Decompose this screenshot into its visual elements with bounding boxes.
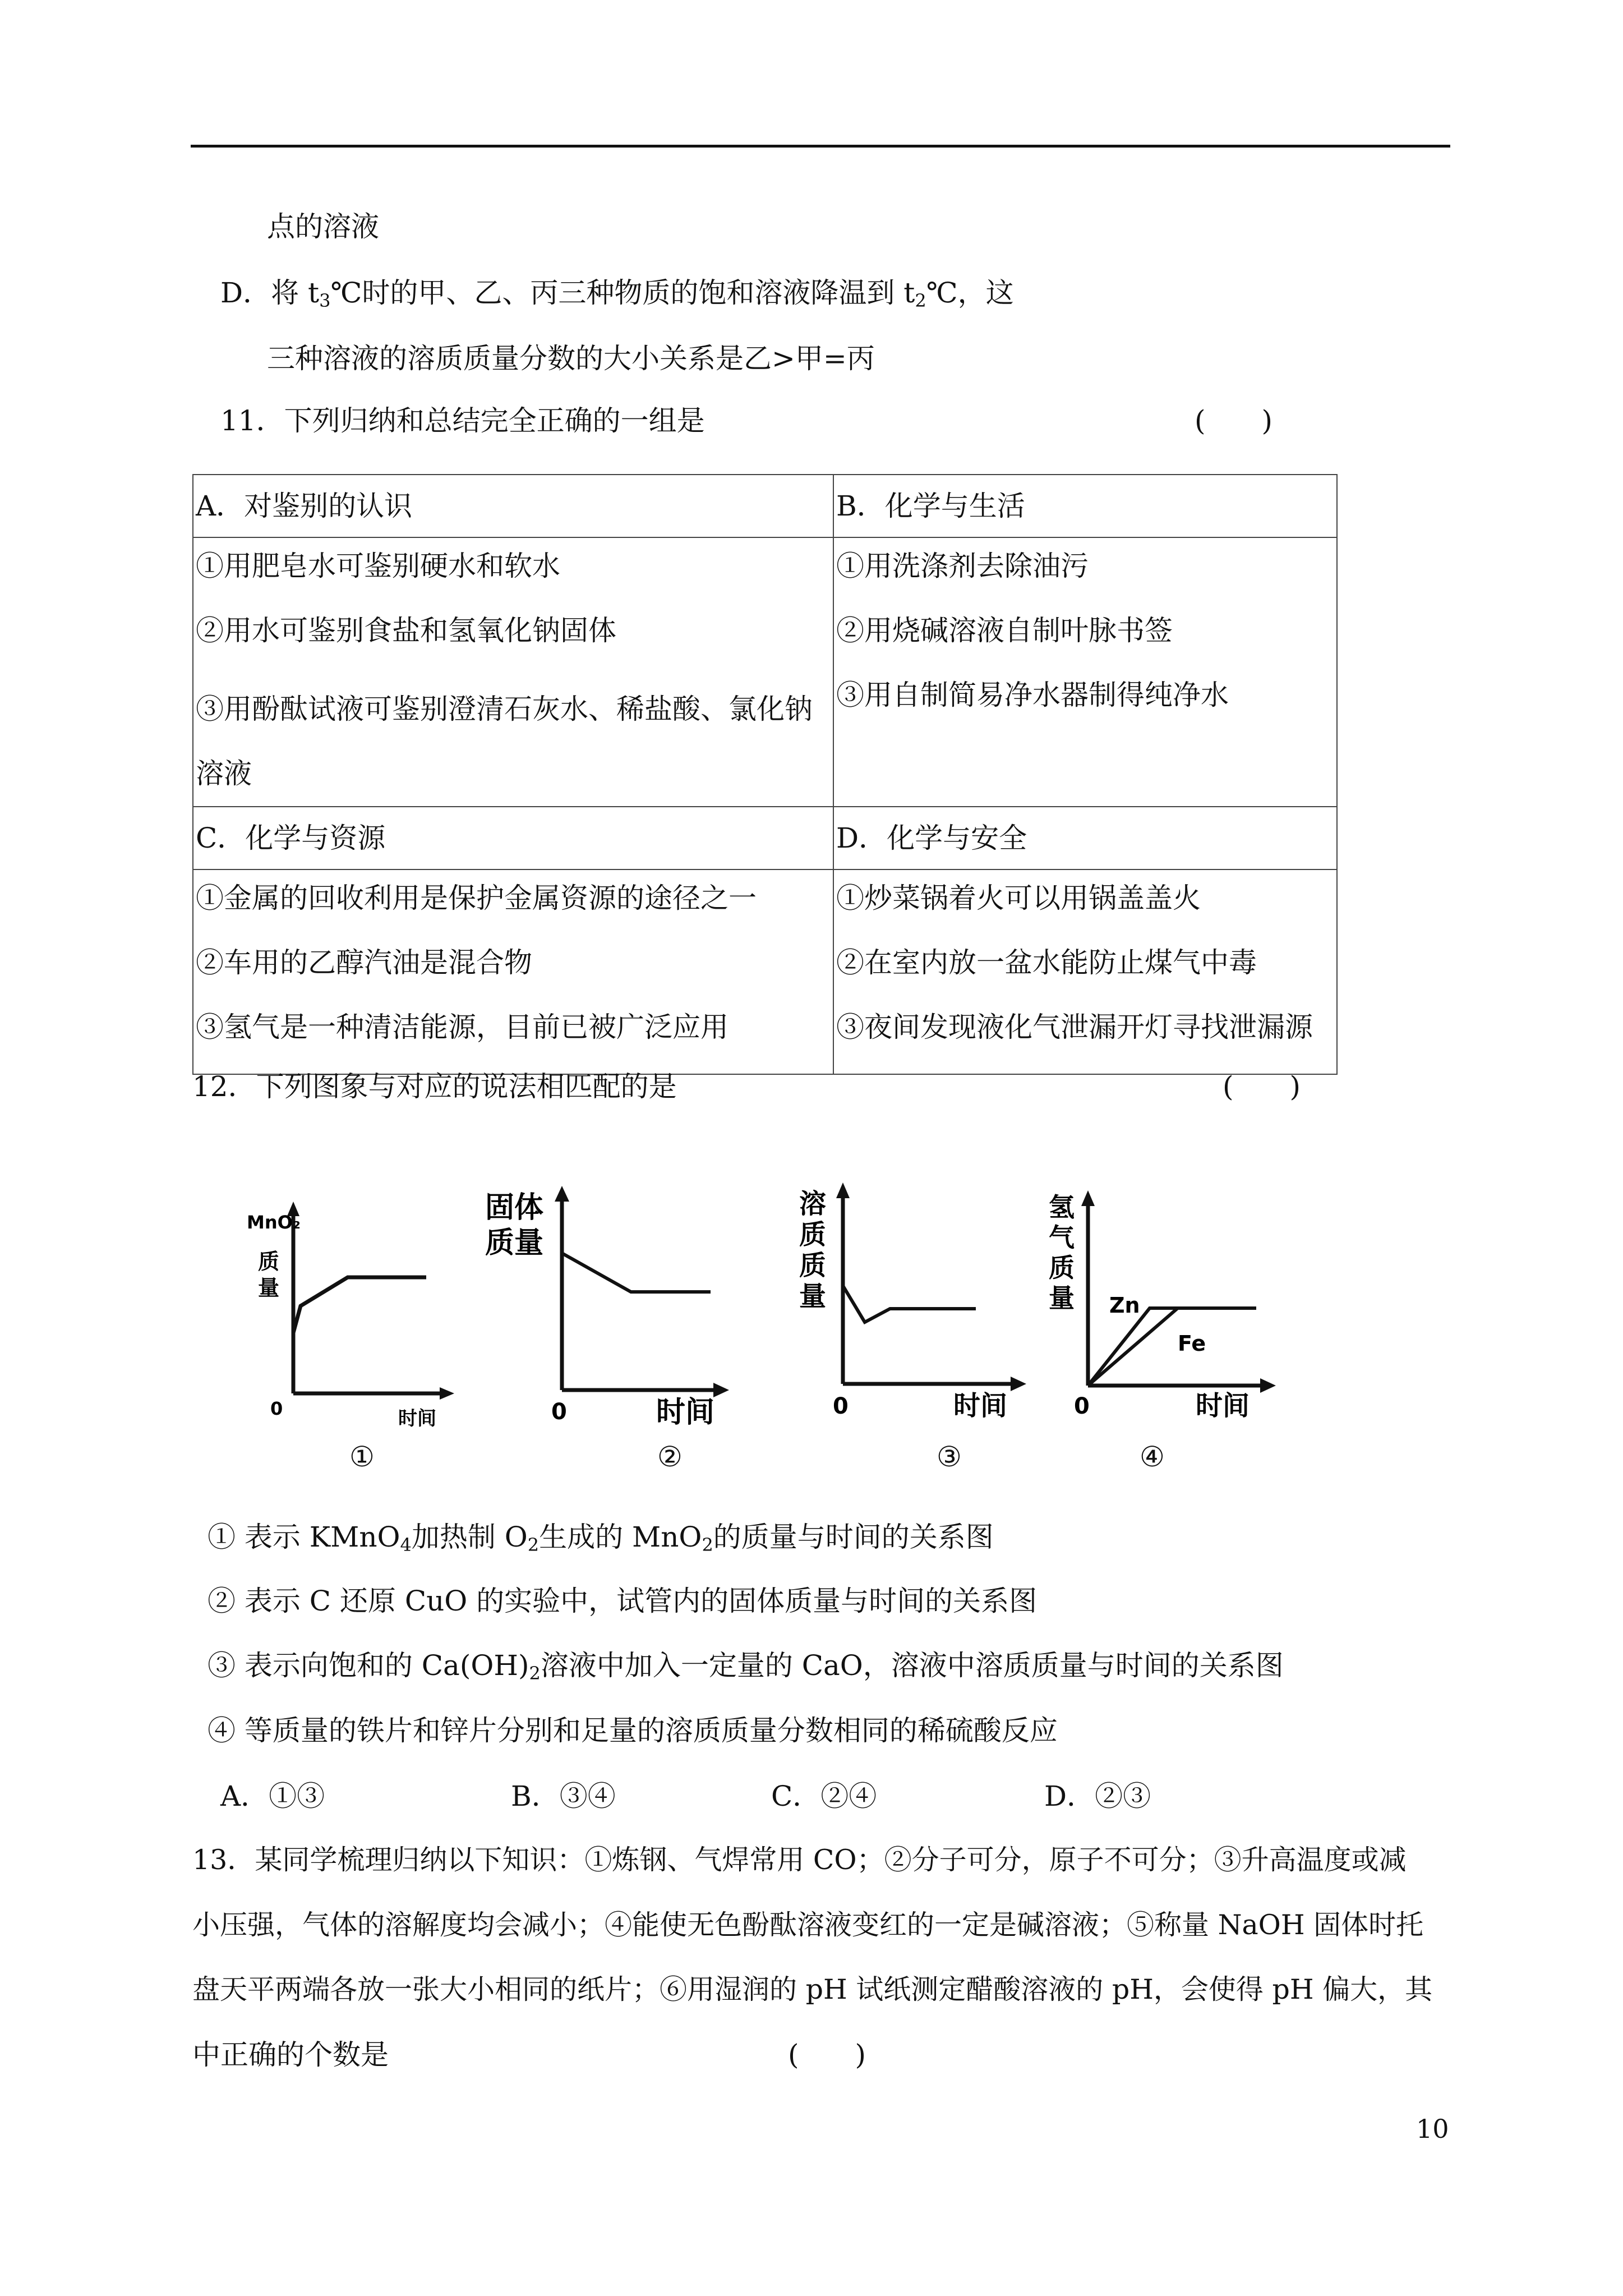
graph-2-origin: 0 — [551, 1399, 567, 1425]
graph-3-ylabel-3: 质 — [799, 1250, 827, 1281]
graph-4-series-zn: Zn — [1109, 1293, 1140, 1318]
graph-4-series-fe: Fe — [1178, 1331, 1206, 1356]
cell-c-item-2: ②车用的乙醇汽油是混合物 — [196, 946, 532, 979]
graph-1 — [236, 1172, 460, 1430]
q12-statement-4: ④ 等质量的铁片和锌片分别和足量的溶质质量分数相同的稀硫酸反应 — [208, 1714, 1058, 1747]
graph-2-xlabel: 时间 — [656, 1396, 715, 1429]
q11-stem: 11．下列归纳和总结完全正确的一组是 — [220, 404, 705, 437]
option-d-line2: 三种溶液的溶质质量分数的大小关系是乙>甲=丙 — [267, 342, 875, 375]
graph-3-ylabel-2: 质 — [799, 1219, 827, 1250]
q12-option-c: C．②④ — [771, 1780, 877, 1812]
graph-2 — [479, 1172, 737, 1430]
cell-d-item-3: ③夜间发现液化气泄漏开灯寻找泄漏源 — [836, 1011, 1313, 1043]
graph-4-ylabel-1: 氢 — [1049, 1192, 1075, 1222]
graph-3-ylabel-4: 量 — [799, 1281, 827, 1312]
cell-b-body — [833, 537, 1337, 807]
q12-option-b: B．③④ — [511, 1780, 616, 1812]
graph-3-number: ③ — [937, 1441, 962, 1473]
graph-2-number: ② — [657, 1441, 683, 1473]
q13-line-1: 13．某同学梳理归纳以下知识：①炼钢、气焊常用 CO；②分子可分，原子不可分；③升高温度或减 — [192, 1844, 1407, 1876]
graph-4-number: ④ — [1140, 1441, 1165, 1473]
graph-2-ylabel-1: 固体 — [485, 1191, 544, 1225]
graph-1-ylabel-top: MnO₂ — [247, 1212, 301, 1233]
q11-answer-paren: ( ) — [1195, 404, 1273, 437]
graph-4-origin: 0 — [1074, 1393, 1090, 1419]
q12-option-a: A．①③ — [220, 1780, 325, 1812]
header-rule — [191, 145, 1450, 148]
cell-c-item-1: ①金属的回收利用是保护金属资源的途径之一 — [196, 882, 757, 914]
graph-4-xlabel: 时间 — [1196, 1390, 1250, 1421]
q13-line-4: 中正确的个数是 — [192, 2039, 389, 2071]
graph-4-ylabel-4: 量 — [1049, 1283, 1075, 1313]
graph-2-ylabel-2: 质量 — [485, 1226, 544, 1260]
cell-b-item-2: ②用烧碱溶液自制叶脉书签 — [836, 614, 1173, 647]
cell-c-item-3: ③氢气是一种清洁能源，目前已被广泛应用 — [196, 1011, 728, 1043]
graph-1-ylabel-2: 量 — [258, 1276, 280, 1300]
cell-a-body — [193, 537, 833, 807]
q12-option-d: D．②③ — [1044, 1780, 1151, 1812]
cell-b-title: B．化学与生活 — [833, 475, 1337, 537]
graph-3-xlabel: 时间 — [953, 1390, 1008, 1421]
q12-statement-1: ① 表示 KMnO$_4$加热制 $O_2$生成的 MnO$_2$的质量与时间的关系图 — [208, 1521, 994, 1556]
cell-d-body — [833, 869, 1337, 1074]
q13-line-3: 盘天平两端各放一张大小相同的纸片；⑥用湿润的 pH 试纸测定醋酸溶液的 pH，会使得 pH 偏大，其 — [192, 1973, 1433, 2005]
q12-answer-paren: ( ) — [1223, 1070, 1301, 1103]
q12-statement-2: ② 表示 C 还原 CuO 的实验中，试管内的固体质量与时间的关系图 — [208, 1585, 1038, 1617]
page-number: 10 — [1416, 2114, 1449, 2144]
graph-1-xlabel: 时间 — [398, 1407, 436, 1430]
graph-4 — [1043, 1172, 1279, 1430]
cell-b-item-1: ①用洗涤剂去除油污 — [836, 550, 1089, 582]
cell-c-body — [193, 869, 833, 1074]
graph-3-origin: 0 — [833, 1393, 849, 1419]
graph-1-ylabel-1: 质 — [258, 1249, 280, 1274]
q12-statement-3: ③ 表示向饱和的 $Ca(OH)_2$溶液中加入一定量的 CaO，溶液中溶质质量与时间的关系图 — [208, 1649, 1284, 1684]
q13-answer-paren: ( ) — [788, 2039, 866, 2071]
cell-d-item-2: ②在室内放一盆水能防止煤气中毒 — [836, 946, 1257, 979]
q13-line-2: 小压强，气体的溶解度均会减小；④能使无色酚酞溶液变红的一定是碱溶液；⑤称量 NaOH 固体时托 — [192, 1909, 1424, 1941]
cell-d-title: D．化学与安全 — [833, 807, 1337, 869]
graph-1-number: ① — [349, 1441, 375, 1473]
graph-4-ylabel-2: 气 — [1049, 1222, 1075, 1253]
cell-a-title: A．对鉴别的认识 — [193, 475, 833, 537]
q11-table — [192, 474, 1338, 1075]
cell-a-item-1: ①用肥皂水可鉴别硬水和软水 — [196, 550, 560, 582]
graph-1-origin: 0 — [270, 1398, 283, 1419]
cell-b-item-3: ③用自制简易净水器制得纯净水 — [836, 679, 1229, 711]
cell-d-item-1: ①炒菜锅着火可以用锅盖盖火 — [836, 882, 1201, 914]
cell-c-title: C．化学与资源 — [193, 807, 833, 869]
option-c-continuation: 点的溶液 — [267, 210, 379, 243]
q12-stem: 12．下列图象与对应的说法相匹配的是 — [192, 1070, 677, 1103]
cell-a-item-2: ②用水可鉴别食盐和氢氧化钠固体 — [196, 614, 616, 647]
graph-3 — [788, 1172, 1029, 1430]
graph-4-ylabel-3: 质 — [1049, 1253, 1075, 1283]
option-d-line1: D．将 $t_3℃$时的甲、乙、丙三种物质的饱和溶液降温到 $t_2℃$，这 — [220, 277, 1014, 311]
cell-a-item-3: ③用酚酞试液可鉴别澄清石灰水、稀盐酸、氯化钠溶液 — [196, 693, 813, 790]
graph-3-ylabel-1: 溶 — [799, 1188, 827, 1220]
